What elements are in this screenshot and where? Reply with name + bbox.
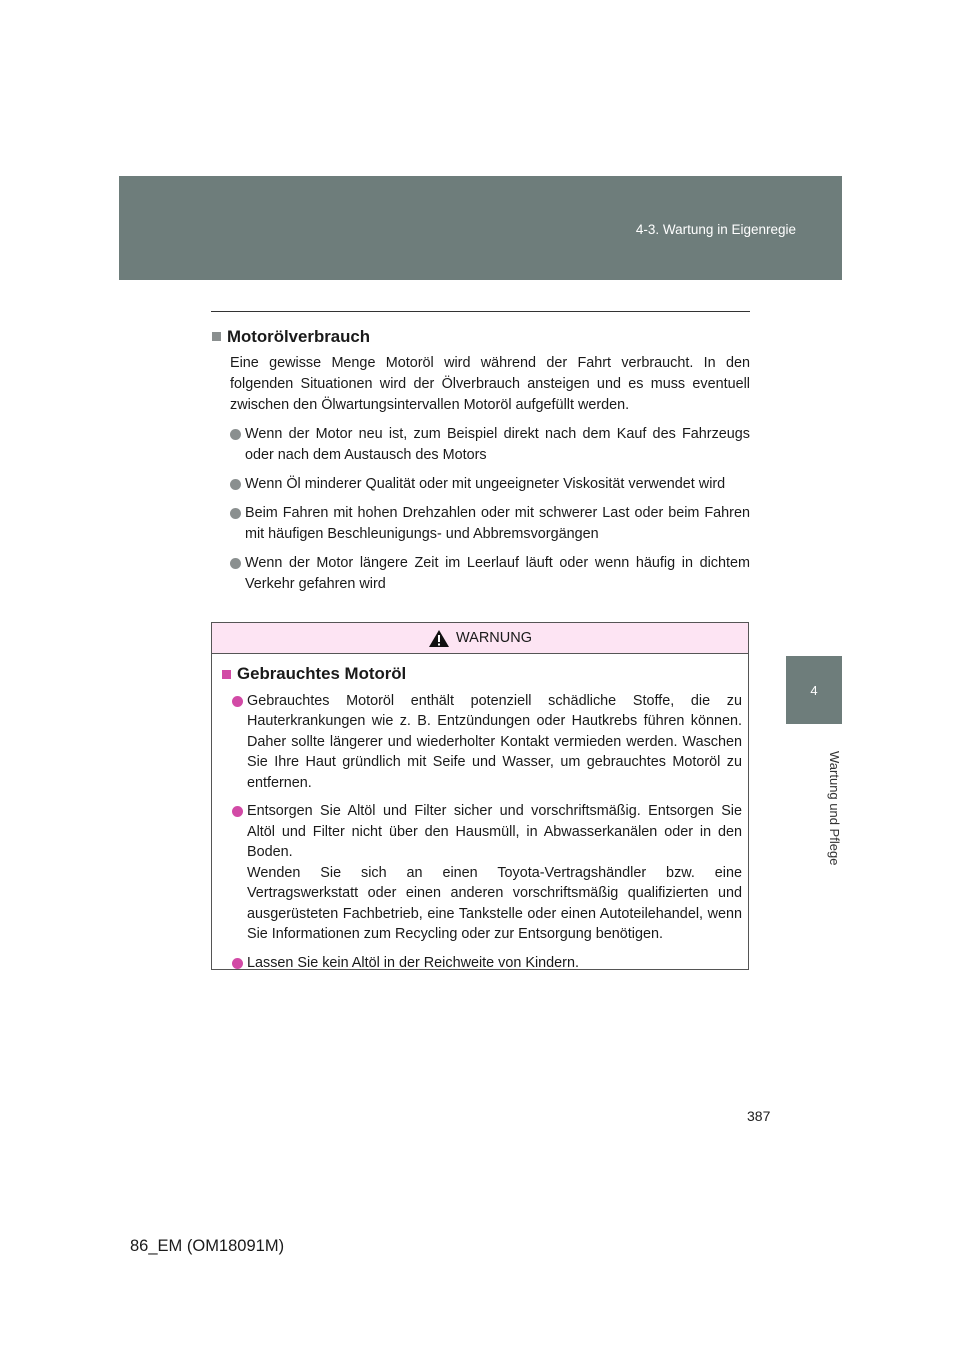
bullet-list	[230, 424, 750, 595]
list-item: Beim Fahren mit hohen Drehzahlen oder mit schwerer Last oder beim Fahren mit häufigen Beschleunigungs- und Abbremsvorgängen	[230, 503, 750, 545]
bullet-dot-icon	[230, 508, 241, 519]
section-title: 4-3. Wartung in Eigenregie	[635, 222, 796, 237]
square-bullet-icon	[222, 670, 231, 679]
warning-bullet-list	[232, 691, 742, 974]
document-code: 86_EM (OM18091M)	[130, 1237, 285, 1255]
bullet-dot-icon	[232, 806, 243, 817]
bullet-dot-icon	[232, 696, 243, 707]
chapter-label: Wartung und Pflege	[827, 750, 842, 866]
list-item: Lassen Sie kein Altöl in der Reichweite von Kindern.	[232, 953, 742, 974]
list-item: Wenn Öl minderer Qualität oder mit ungeeigneter Viskosität verwendet wird	[230, 474, 750, 495]
square-bullet-icon	[212, 332, 221, 341]
section-heading	[212, 326, 750, 347]
chapter-number: 4	[810, 682, 818, 698]
bullet-dot-icon	[230, 558, 241, 569]
main-content	[212, 326, 750, 603]
bullet-dot-icon	[230, 429, 241, 440]
warning-body	[212, 654, 748, 973]
list-item: Entsorgen Sie Altöl und Filter sicher und vorschriftsmäßig. Entsorgen Sie Altöl und Filter nicht über den Hausmüll, in Abwasserkanälen oder in den Boden. Wenden Sie sich an einen Toyota-Vertragshändler bzw. eine Vertragswerkstatt oder einen anderen vorschriftsmäßig qualifizierten und ausgerüsteten Fachbetrieb, eine Tankstelle oder einen Autoteilehandel, wenn Sie Informationen zum Recycling oder zur Entsorgung benötigen.	[232, 801, 742, 945]
page-number: 387	[747, 1108, 771, 1124]
list-item: Gebrauchtes Motoröl enthält potenziell schädliche Stoffe, die zu Hauterkrankungen wie z. B. Entzündungen oder Hautkrebs führen können. Daher sollte längerer und wiederholter Kontakt vermieden werden. Waschen Sie Ihre Haut gründlich mit Seife und Wasser, um gebrauchtes Motoröl zu entfernen.	[232, 691, 742, 794]
bullet-dot-icon	[230, 479, 241, 490]
header-band	[119, 176, 842, 280]
warning-title: WARNUNG	[456, 630, 532, 646]
warning-box	[211, 622, 749, 970]
warning-heading-text: Gebrauchtes Motoröl	[237, 664, 407, 683]
chapter-tab	[786, 656, 842, 724]
intro-paragraph: Eine gewisse Menge Motoröl wird während der Fahrt verbraucht. In den folgenden Situationen wird der Ölverbrauch ansteigen und es muss eventuell zwischen den Ölwartungsintervallen Motoröl aufgefüllt werden.	[230, 355, 750, 413]
bullet-dot-icon	[232, 958, 243, 969]
list-item: Wenn der Motor neu ist, zum Beispiel direkt nach dem Kauf des Fahrzeugs oder nach dem Austausch des Motors	[230, 424, 750, 466]
warning-triangle-icon	[428, 629, 450, 648]
warning-heading	[222, 664, 742, 685]
top-divider	[211, 311, 750, 312]
section-heading-text: Motorölverbrauch	[227, 327, 371, 346]
warning-header	[212, 623, 748, 654]
list-item: Wenn der Motor längere Zeit im Leerlauf läuft oder wenn häufig in dichtem Verkehr gefahren wird	[230, 553, 750, 595]
